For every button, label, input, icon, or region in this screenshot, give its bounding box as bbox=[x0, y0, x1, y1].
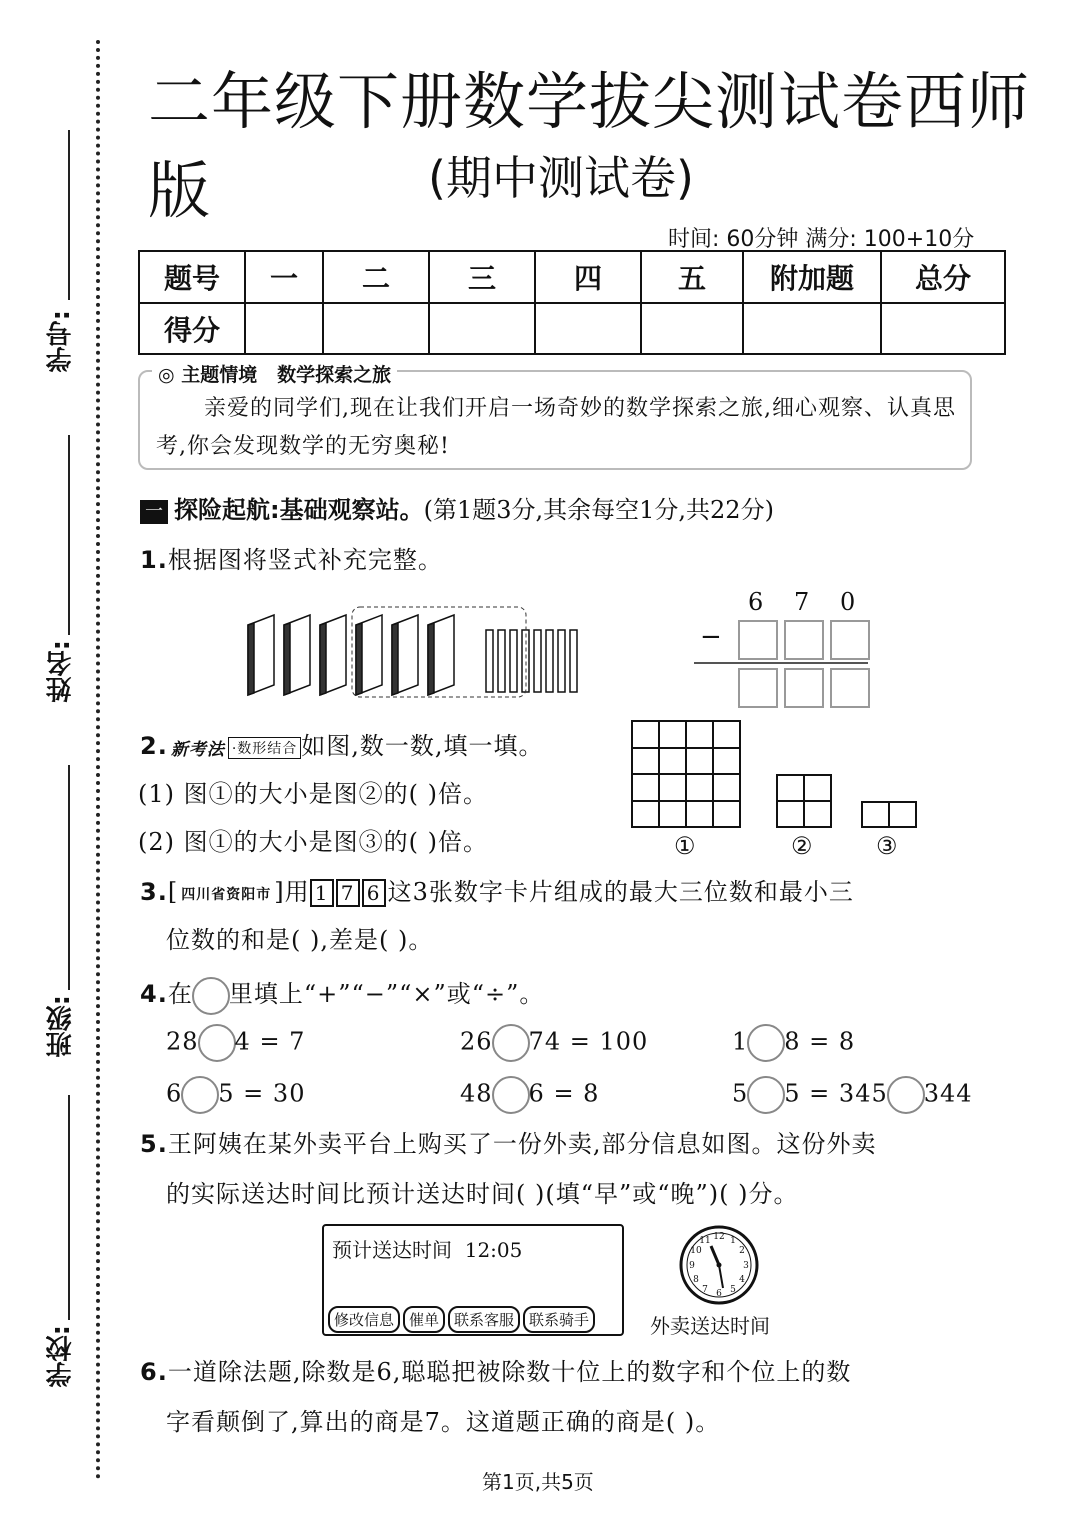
delivery-panel bbox=[322, 1224, 624, 1336]
score-header-cell: 五 bbox=[641, 251, 743, 303]
figure-2-grid bbox=[776, 774, 832, 828]
question-text: 根据图将竖式补充完整。 bbox=[167, 546, 443, 574]
section-heading bbox=[140, 490, 774, 525]
equation bbox=[732, 1024, 855, 1062]
svg-text:7: 7 bbox=[702, 1285, 708, 1295]
score-table bbox=[138, 250, 1006, 355]
bracket-open: [ bbox=[167, 878, 179, 906]
score-blank-cell[interactable] bbox=[535, 303, 641, 354]
theme-text: 亲爱的同学们,现在让我们开启一场奇妙的数学探索之旅,细心观察、认真思考,你会发现数学的无穷奥秘! bbox=[156, 396, 956, 459]
digit-card: 1 bbox=[310, 879, 334, 907]
score-blank-cell[interactable] bbox=[429, 303, 535, 354]
digit-card: 6 bbox=[362, 879, 386, 907]
question-text: 如图,数一数,填一填。 bbox=[301, 732, 544, 760]
estimated-time bbox=[332, 1234, 522, 1263]
equation-left: 5 bbox=[732, 1079, 749, 1108]
svg-text:2: 2 bbox=[739, 1246, 745, 1256]
name-line bbox=[68, 435, 70, 635]
page-subtitle: (期中测试卷) bbox=[428, 151, 694, 205]
score-blank-cell[interactable] bbox=[245, 303, 323, 354]
section-title: 探险起航:基础观察站。 bbox=[174, 496, 424, 524]
answer-box[interactable] bbox=[784, 620, 824, 660]
minus-sign: − bbox=[700, 622, 722, 652]
page-footer: 第1页,共5页 bbox=[482, 1470, 594, 1494]
equation-right: 5 = 345 bbox=[784, 1079, 888, 1108]
question-text: 一道除法题,除数是6,聪聪把被除数十位上的数字和个位上的数 bbox=[167, 1358, 852, 1386]
equation-right: 74 = 100 bbox=[528, 1027, 649, 1056]
school-line bbox=[68, 1095, 70, 1320]
operator-circle[interactable] bbox=[492, 1076, 530, 1114]
hundred-flat-icon bbox=[356, 615, 382, 695]
answer-box[interactable] bbox=[830, 668, 870, 708]
question-1 bbox=[140, 540, 443, 575]
binding-dotted-line bbox=[96, 40, 100, 1480]
question-2-sub-2: (2) 图①的大小是图③的( )倍。 bbox=[138, 828, 488, 856]
score-header-cell: 三 bbox=[429, 251, 535, 303]
equation bbox=[166, 1024, 305, 1062]
question-6-line-2: 字看颠倒了,算出的商是7。这道题正确的商是( )。 bbox=[166, 1408, 721, 1436]
panel-buttons bbox=[328, 1306, 598, 1333]
question-number: 4. bbox=[140, 980, 168, 1008]
answer-box[interactable] bbox=[784, 668, 824, 708]
question-number: 1. bbox=[140, 546, 168, 574]
figure-2-label: ② bbox=[791, 832, 813, 860]
equation-right: 5 = 30 bbox=[218, 1079, 306, 1108]
figure-1-label: ① bbox=[674, 832, 696, 860]
operator-circle-icon bbox=[192, 977, 230, 1015]
equation-left: 28 bbox=[166, 1027, 199, 1056]
equation bbox=[460, 1076, 599, 1114]
class-line bbox=[68, 765, 70, 990]
equation-right: 6 = 8 bbox=[528, 1079, 600, 1108]
question-4 bbox=[140, 974, 544, 1015]
score-header-cell: 四 bbox=[535, 251, 641, 303]
theme-name: 数学探索之旅 bbox=[277, 364, 392, 386]
theme-header bbox=[152, 360, 397, 387]
region-tag: 四川省资阳市 bbox=[181, 886, 272, 903]
question-3-line-2: 位数的和是( ),差是( )。 bbox=[166, 926, 434, 954]
digit: 6 bbox=[748, 588, 764, 616]
equation-left: 1 bbox=[732, 1027, 749, 1056]
type-tag: ·数形结合 bbox=[228, 737, 301, 759]
student-no-line bbox=[68, 130, 70, 300]
hundred-flat-icon bbox=[248, 615, 274, 695]
section-points: (第1题3分,其余每空1分,共22分) bbox=[423, 496, 774, 524]
estimated-time-label: 预计送达时间 bbox=[332, 1238, 452, 1262]
hundred-flat-icon bbox=[428, 615, 454, 695]
digit: 0 bbox=[840, 588, 856, 616]
clock-icon bbox=[678, 1224, 760, 1306]
score-header-cell: 总分 bbox=[881, 251, 1005, 303]
score-blank-cell[interactable] bbox=[881, 303, 1005, 354]
equation bbox=[460, 1024, 648, 1062]
school-label: 学校: bbox=[46, 1325, 76, 1388]
equation-right: 8 = 8 bbox=[784, 1027, 856, 1056]
svg-text:6: 6 bbox=[716, 1289, 722, 1299]
question-text: 王阿姨在某外卖平台上购买了一份外卖,部分信息如图。这份外卖 bbox=[167, 1130, 877, 1158]
equation bbox=[166, 1076, 305, 1114]
new-method-tag: 新考法 bbox=[170, 740, 225, 760]
theme-bullet-icon: ◎ bbox=[158, 364, 182, 386]
question-2-sub-1: (1) 图①的大小是图②的( )倍。 bbox=[138, 780, 488, 808]
question-3 bbox=[140, 872, 854, 907]
hundred-flat-icon bbox=[284, 615, 310, 695]
figure-1-grid bbox=[631, 720, 741, 828]
section-number: 一 bbox=[140, 500, 168, 524]
question-text: 在 bbox=[167, 980, 193, 1008]
answer-box[interactable] bbox=[738, 668, 778, 708]
svg-text:11: 11 bbox=[699, 1236, 711, 1246]
equation-left: 26 bbox=[460, 1027, 493, 1056]
equation-left: 6 bbox=[166, 1079, 183, 1108]
svg-text:10: 10 bbox=[690, 1246, 702, 1256]
student-no-label: 学号: bbox=[46, 310, 76, 373]
figure-3-grid bbox=[861, 801, 917, 828]
equation-right: 4 = 7 bbox=[234, 1027, 306, 1056]
operator-circle[interactable] bbox=[747, 1076, 785, 1114]
question-text: 里填上“+”“−”“×”或“÷”。 bbox=[228, 980, 545, 1008]
estimated-time-value: 12:05 bbox=[464, 1238, 523, 1262]
digit: 7 bbox=[794, 588, 810, 616]
operator-circle[interactable] bbox=[747, 1024, 785, 1062]
question-number: 6. bbox=[140, 1358, 168, 1386]
svg-text:1: 1 bbox=[730, 1236, 736, 1246]
svg-text:5: 5 bbox=[730, 1285, 736, 1295]
svg-text:12: 12 bbox=[713, 1232, 725, 1242]
operator-circle[interactable] bbox=[181, 1076, 219, 1114]
question-text: 这3张数字卡片组成的最大三位数和最小三 bbox=[387, 878, 854, 906]
score-row-label: 得分 bbox=[139, 303, 245, 354]
svg-text:8: 8 bbox=[693, 1275, 699, 1285]
operator-circle[interactable] bbox=[887, 1076, 925, 1114]
question-number: 3. bbox=[140, 878, 168, 906]
answer-box[interactable] bbox=[738, 620, 778, 660]
equation bbox=[732, 1076, 973, 1114]
equation-left: 48 bbox=[460, 1079, 493, 1108]
question-number: 2. bbox=[140, 732, 168, 760]
figure-3-label: ③ bbox=[876, 832, 898, 860]
class-label: 班级: bbox=[46, 995, 76, 1058]
vertical-calc-line bbox=[694, 662, 868, 664]
score-blank-cell[interactable] bbox=[743, 303, 881, 354]
answer-box[interactable] bbox=[830, 620, 870, 660]
operator-circle[interactable] bbox=[198, 1024, 236, 1062]
hundred-flat-icon bbox=[320, 615, 346, 695]
operator-circle[interactable] bbox=[492, 1024, 530, 1062]
score-header-cell: 一 bbox=[245, 251, 323, 303]
question-number: 5. bbox=[140, 1130, 168, 1158]
clock-caption: 外卖送达时间 bbox=[650, 1314, 770, 1338]
subtrahend-digits bbox=[748, 588, 855, 616]
score-header-cell: 题号 bbox=[139, 251, 245, 303]
urge-order-button[interactable]: 催单 bbox=[403, 1306, 445, 1333]
svg-text:3: 3 bbox=[743, 1261, 749, 1271]
question-6 bbox=[140, 1352, 851, 1387]
score-blank-cell[interactable] bbox=[323, 303, 429, 354]
score-blank-cell[interactable] bbox=[641, 303, 743, 354]
digit-card: 7 bbox=[336, 879, 360, 907]
svg-text:4: 4 bbox=[739, 1275, 745, 1285]
base-ten-blocks-icon bbox=[240, 605, 590, 700]
equation-right: 344 bbox=[923, 1079, 973, 1108]
question-5-line-2: 的实际送达时间比预计送达时间( )(填“早”或“晚”)( )分。 bbox=[166, 1180, 799, 1208]
page-title: 二年级下册数学拔尖测试卷西师版 bbox=[148, 65, 1031, 227]
svg-text:9: 9 bbox=[689, 1261, 695, 1271]
question-text: 用 bbox=[284, 878, 310, 906]
modify-info-button[interactable]: 修改信息 bbox=[328, 1306, 400, 1333]
bracket-close: ] bbox=[274, 878, 285, 906]
score-header-cell: 附加题 bbox=[743, 251, 881, 303]
question-5 bbox=[140, 1124, 876, 1159]
score-header-cell: 二 bbox=[323, 251, 429, 303]
question-2 bbox=[140, 726, 544, 761]
time-info: 时间: 60分钟 满分: 100+10分 bbox=[668, 227, 975, 252]
contact-service-button[interactable]: 联系客服 bbox=[448, 1306, 520, 1333]
contact-rider-button[interactable]: 联系骑手 bbox=[523, 1306, 595, 1333]
theme-label: 主题情境 bbox=[181, 364, 258, 386]
hundred-flat-icon bbox=[392, 615, 418, 695]
name-label: 姓名: bbox=[46, 640, 76, 703]
